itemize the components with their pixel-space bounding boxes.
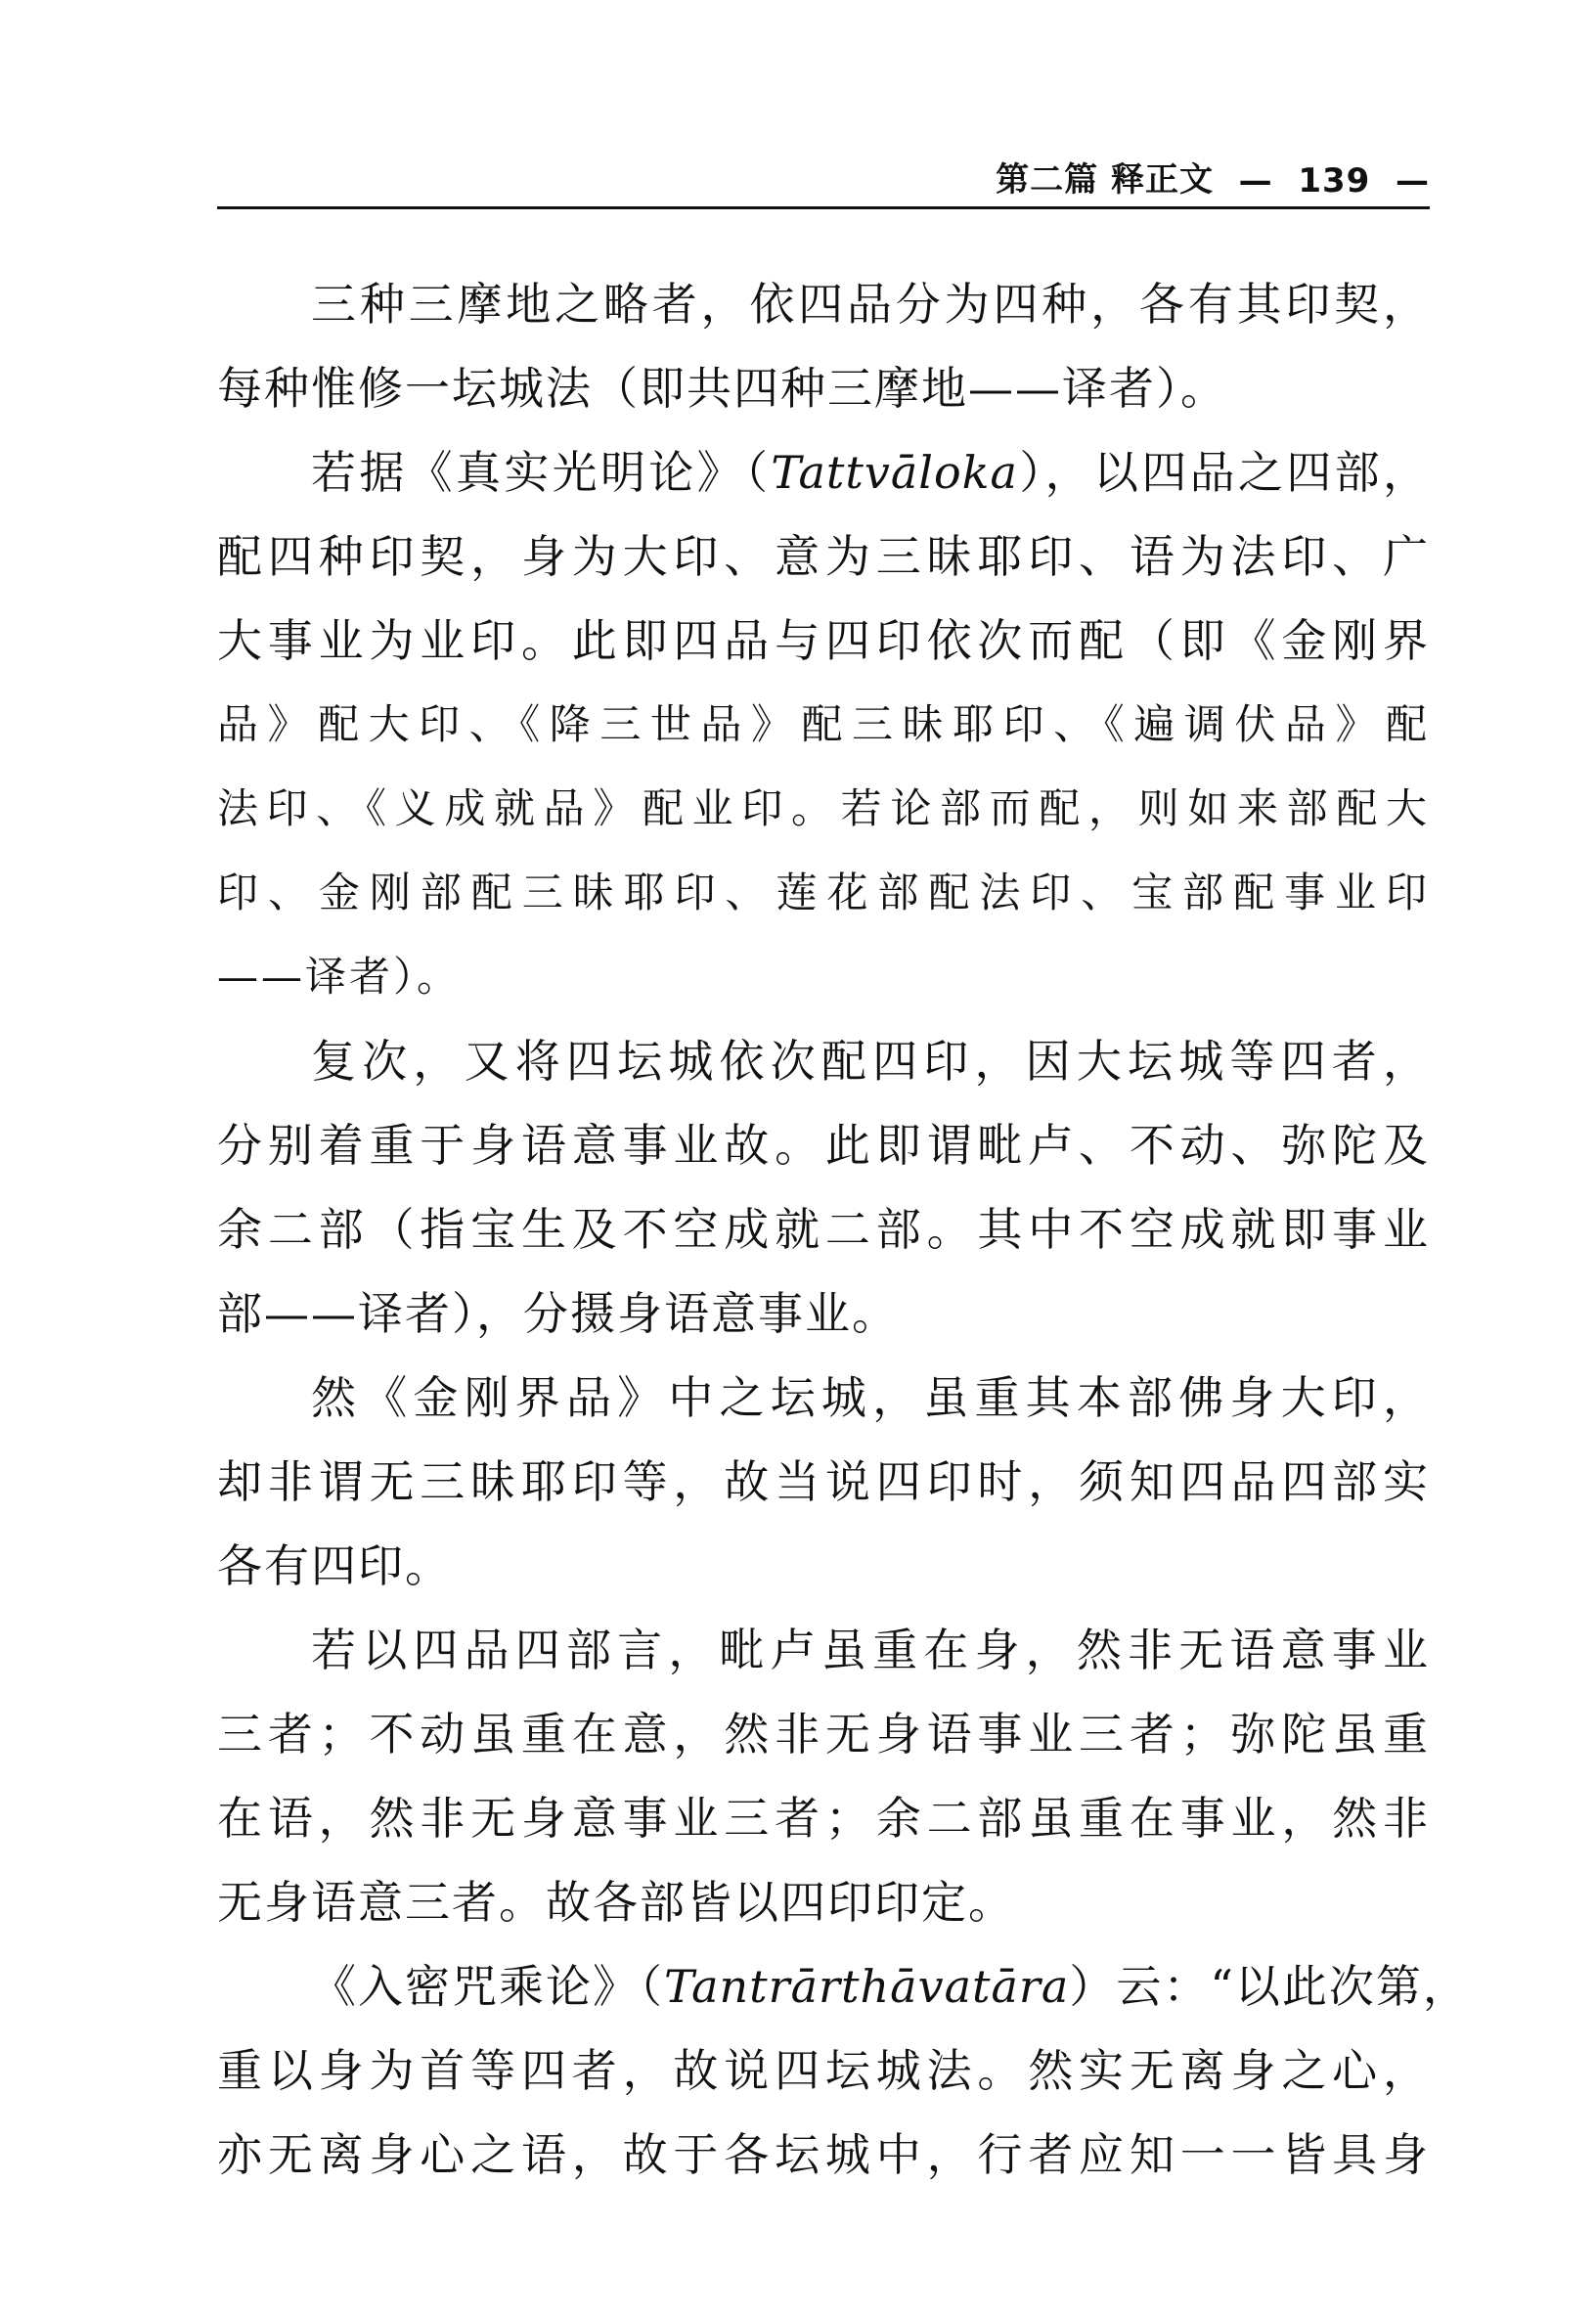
text-line: 无身语意三者。故各部皆以四印印定。	[217, 1876, 1015, 1929]
text-line: 在语，然非无身意事业三者；余二部虽重在事业，然非	[217, 1792, 1430, 1845]
text-line: 《入密咒乘论》（Tantrārthāvatāra）云：“以此次第，	[311, 1960, 1470, 2013]
section-label: 第二篇	[996, 160, 1099, 200]
text-line: 重以身为首等四者，故说四坛城法。然实无离身之心，	[217, 2044, 1430, 2097]
text-line: ——译者）。	[217, 953, 462, 1001]
text-line: 若以四品四部言，毗卢虽重在身，然非无语意事业	[311, 1624, 1430, 1676]
text-line: 分别着重于身语意事业故。此即谓毗卢、不动、弥陀及	[217, 1119, 1430, 1172]
text-line: 三种三摩地之略者，依四品分为四种，各有其印契，	[311, 278, 1430, 331]
text-line: 印、金刚部配三昧耶印、莲花部配法印、宝部配事业印	[217, 869, 1430, 916]
sanskrit-title: Tantrārthāvatāra	[664, 1960, 1070, 2013]
text-line: 复次，又将四坛城依次配四印，因大坛城等四者，	[311, 1035, 1430, 1088]
text-line: 配四种印契，身为大印、意为三昧耶印、语为法印、广	[217, 530, 1430, 583]
text-line: 部——译者），分摄身语意事业。	[217, 1287, 899, 1340]
running-head: 第二篇 释正文 — 139 —	[217, 162, 1430, 209]
page-number: 139	[1298, 161, 1371, 201]
text-line: 三者；不动虽重在意，然非无身语事业三者；弥陀虽重	[217, 1708, 1430, 1760]
body-text	[217, 262, 1470, 2197]
text-line: 品》配大印、《降三世品》配三昧耶印、《遍调伏品》配	[217, 700, 1430, 748]
text-line: 余二部（指宝生及不空成就二部。其中不空成就即事业	[217, 1203, 1430, 1256]
text-line: 各有四印。	[217, 1539, 452, 1592]
chapter-title: 释正文	[1110, 160, 1214, 200]
sanskrit-title: Tattvāloka	[771, 446, 1018, 499]
text-line: 亦无离身心之语，故于各坛城中，行者应知一一皆具身	[217, 2128, 1430, 2181]
text-line: 大事业为业印。此即四品与四印依次而配（即《金刚界	[217, 614, 1430, 667]
text-line: 却非谓无三昧耶印等，故当说四印时，须知四品四部实	[217, 1455, 1430, 1508]
text-line: 法印、《义成就品》配业印。若论部而配，则如来部配大	[217, 784, 1430, 832]
text-line: 若据《真实光明论》（Tattvāloka），以四品之四部，	[311, 446, 1431, 499]
text-line: 然《金刚界品》中之坛城，虽重其本部佛身大印，	[311, 1371, 1430, 1424]
text-line: 每种惟修一坛城法（即共四种三摩地——译者）。	[217, 362, 1227, 415]
